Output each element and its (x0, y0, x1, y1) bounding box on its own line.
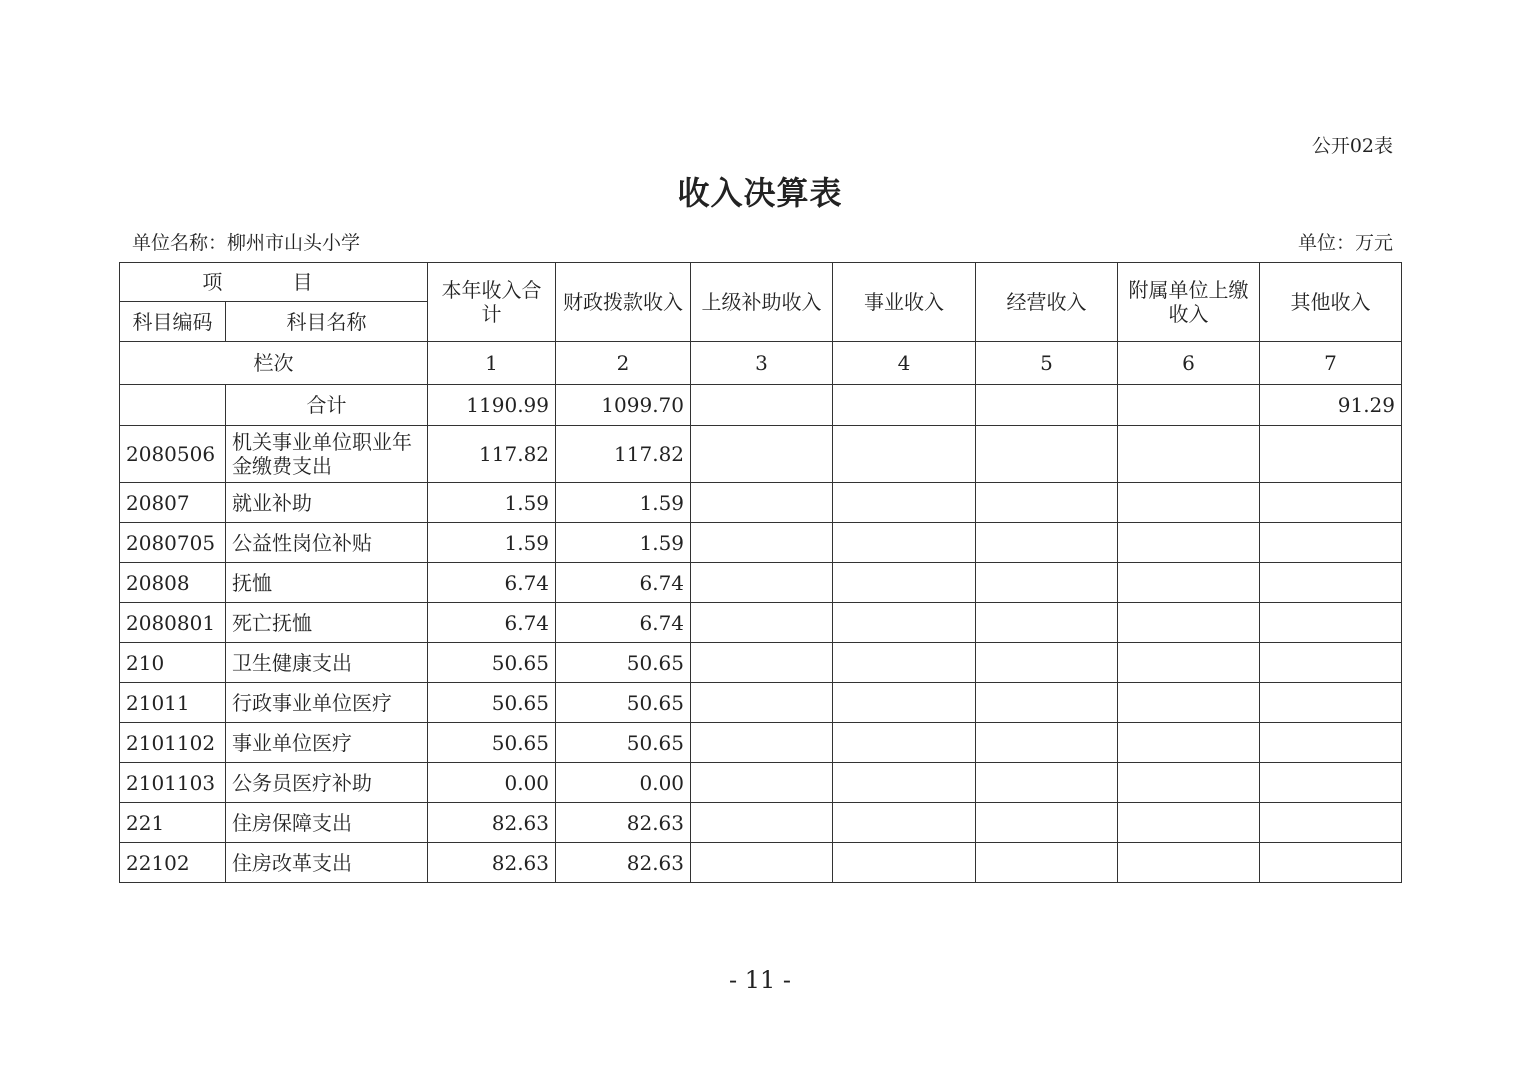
subject-name-cell: 死亡抚恤 (226, 603, 428, 643)
amount-cell: 82.63 (556, 803, 691, 843)
amount-cell (976, 723, 1118, 763)
amount-cell: 50.65 (556, 643, 691, 683)
amount-cell: 6.74 (428, 603, 556, 643)
amount-cell: 1.59 (428, 483, 556, 523)
amount-cell (691, 603, 833, 643)
total-code-cell (120, 385, 226, 426)
table-row (120, 683, 1402, 723)
amount-cell (1260, 523, 1402, 563)
amount-cell (1260, 426, 1402, 483)
page-title: 收入决算表 (677, 174, 843, 212)
code-header: 科目编码 (120, 302, 226, 342)
amount-cell (833, 523, 976, 563)
amount-cell (976, 763, 1118, 803)
subject-code-cell: 22102 (120, 843, 226, 883)
amount-cell: 1.59 (428, 523, 556, 563)
amount-cell: 0.00 (428, 763, 556, 803)
amount-cell (833, 683, 976, 723)
header-row (120, 263, 1402, 302)
subject-code-cell: 210 (120, 643, 226, 683)
subject-name-cell: 公益性岗位补贴 (226, 523, 428, 563)
column-header: 事业收入 (833, 263, 976, 342)
amount-cell (691, 843, 833, 883)
amount-cell (1118, 483, 1260, 523)
amount-cell (1260, 803, 1402, 843)
amount-cell: 1.59 (556, 483, 691, 523)
amount-cell (1118, 843, 1260, 883)
amount-cell: 50.65 (556, 683, 691, 723)
amount-cell (691, 563, 833, 603)
subject-name-cell: 住房保障支出 (226, 803, 428, 843)
amount-cell (1118, 643, 1260, 683)
index-cell: 3 (691, 342, 833, 385)
amount-cell (1260, 563, 1402, 603)
amount-cell (976, 803, 1118, 843)
column-header: 经营收入 (976, 263, 1118, 342)
index-cell: 2 (556, 342, 691, 385)
page-number: - 11 - (728, 966, 791, 994)
index-cell: 4 (833, 342, 976, 385)
subject-code-cell: 20807 (120, 483, 226, 523)
name-header: 科目名称 (226, 302, 428, 342)
total-value (976, 385, 1118, 426)
subject-name-cell: 卫生健康支出 (226, 643, 428, 683)
amount-cell (976, 563, 1118, 603)
amount-cell (1260, 763, 1402, 803)
subject-code-cell: 2080801 (120, 603, 226, 643)
amount-cell (691, 523, 833, 563)
amount-cell: 117.82 (556, 426, 691, 483)
amount-cell (833, 603, 976, 643)
amount-cell (1118, 803, 1260, 843)
amount-cell: 117.82 (428, 426, 556, 483)
amount-cell (976, 843, 1118, 883)
index-cell: 6 (1118, 342, 1260, 385)
amount-cell (1260, 483, 1402, 523)
amount-cell: 6.74 (556, 563, 691, 603)
amount-cell (1118, 723, 1260, 763)
subject-code-cell: 20808 (120, 563, 226, 603)
amount-cell: 82.63 (428, 803, 556, 843)
amount-cell (976, 643, 1118, 683)
amount-cell: 1.59 (556, 523, 691, 563)
index-cell: 5 (976, 342, 1118, 385)
amount-cell: 6.74 (556, 603, 691, 643)
amount-cell (976, 426, 1118, 483)
table-row (120, 426, 1402, 483)
total-value: 91.29 (1260, 385, 1402, 426)
amount-cell: 82.63 (428, 843, 556, 883)
total-value (833, 385, 976, 426)
amount-cell: 50.65 (556, 723, 691, 763)
subject-name-cell: 住房改革支出 (226, 843, 428, 883)
total-value: 1099.70 (556, 385, 691, 426)
subject-code-cell: 2080506 (120, 426, 226, 483)
amount-cell (833, 723, 976, 763)
amount-cell (833, 803, 976, 843)
table-row (120, 603, 1402, 643)
table-row (120, 803, 1402, 843)
table-row (120, 483, 1402, 523)
subject-name-cell: 机关事业单位职业年金缴费支出 (226, 426, 428, 483)
amount-cell (1260, 843, 1402, 883)
total-value (1118, 385, 1260, 426)
amount-cell (833, 483, 976, 523)
amount-cell: 6.74 (428, 563, 556, 603)
column-header: 上级补助收入 (691, 263, 833, 342)
amount-cell (833, 643, 976, 683)
subject-name-cell: 就业补助 (226, 483, 428, 523)
amount-cell: 50.65 (428, 723, 556, 763)
column-header: 其他收入 (1260, 263, 1402, 342)
table-row (120, 523, 1402, 563)
index-label: 栏次 (120, 342, 428, 385)
income-table (119, 262, 1402, 883)
table-row (120, 563, 1402, 603)
amount-cell: 82.63 (556, 843, 691, 883)
subject-name-cell: 公务员医疗补助 (226, 763, 428, 803)
amount-cell (1260, 683, 1402, 723)
amount-cell (833, 563, 976, 603)
amount-cell: 50.65 (428, 643, 556, 683)
subject-code-cell: 2101103 (120, 763, 226, 803)
index-cell: 1 (428, 342, 556, 385)
subject-code-cell: 221 (120, 803, 226, 843)
amount-cell: 50.65 (428, 683, 556, 723)
table-row (120, 843, 1402, 883)
table-row (120, 763, 1402, 803)
subject-name-cell: 抚恤 (226, 563, 428, 603)
column-header: 附属单位上缴收入 (1118, 263, 1260, 342)
unit-name: 单位名称：柳州市山头小学 (132, 232, 361, 254)
subject-code-cell: 2080705 (120, 523, 226, 563)
amount-cell (1118, 683, 1260, 723)
amount-cell (1260, 723, 1402, 763)
amount-cell (976, 483, 1118, 523)
index-row (120, 342, 1402, 385)
amount-cell (691, 763, 833, 803)
amount-cell (1260, 643, 1402, 683)
total-label: 合计 (226, 385, 428, 426)
amount-cell (1118, 763, 1260, 803)
amount-cell (1118, 523, 1260, 563)
amount-cell (976, 523, 1118, 563)
index-cell: 7 (1260, 342, 1402, 385)
amount-cell (1118, 426, 1260, 483)
subject-name-cell: 事业单位医疗 (226, 723, 428, 763)
amount-cell (1260, 603, 1402, 643)
amount-cell (691, 803, 833, 843)
table-row (120, 723, 1402, 763)
amount-cell (976, 683, 1118, 723)
subject-code-cell: 21011 (120, 683, 226, 723)
amount-cell (833, 426, 976, 483)
column-header: 本年收入合计 (428, 263, 556, 342)
amount-cell (833, 763, 976, 803)
table-row (120, 643, 1402, 683)
form-number: 公开02表 (1311, 135, 1393, 157)
total-value: 1190.99 (428, 385, 556, 426)
amount-cell (691, 643, 833, 683)
group-header: 项 目 (120, 263, 428, 302)
amount-cell (976, 603, 1118, 643)
amount-cell (691, 723, 833, 763)
amount-cell (691, 426, 833, 483)
amount-cell (691, 683, 833, 723)
amount-cell (1118, 563, 1260, 603)
amount-cell: 0.00 (556, 763, 691, 803)
amount-cell (691, 483, 833, 523)
amount-cell (1118, 603, 1260, 643)
currency-unit: 单位：万元 (1297, 232, 1393, 254)
total-row (120, 385, 1402, 426)
total-value (691, 385, 833, 426)
amount-cell (833, 843, 976, 883)
subject-code-cell: 2101102 (120, 723, 226, 763)
column-header: 财政拨款收入 (556, 263, 691, 342)
subject-name-cell: 行政事业单位医疗 (226, 683, 428, 723)
